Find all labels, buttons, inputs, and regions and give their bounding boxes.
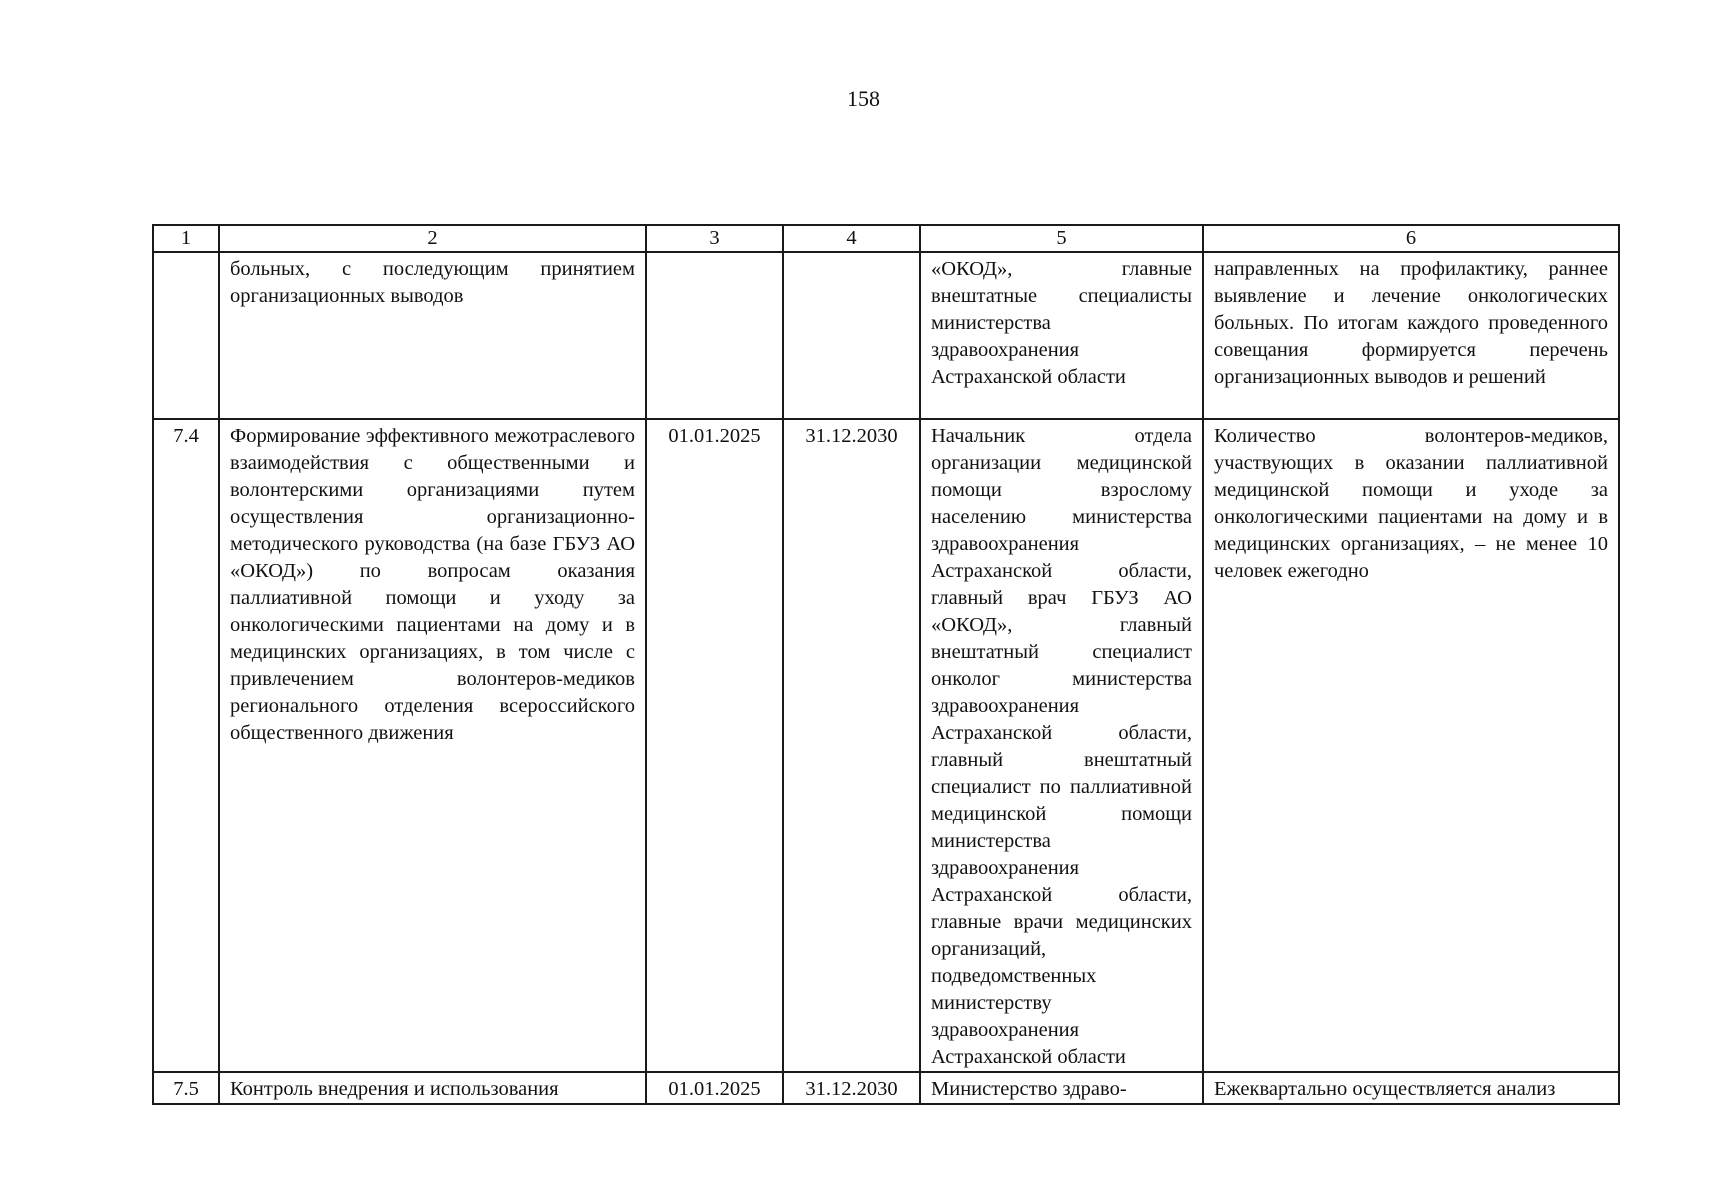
- start-date-cell: 01.01.2025: [646, 1072, 783, 1104]
- header-cell: 4: [783, 225, 920, 252]
- header-cell: 5: [920, 225, 1203, 252]
- start-date-cell: 01.01.2025: [646, 419, 783, 1072]
- page-number: 158: [847, 86, 880, 111]
- end-date-cell: 31.12.2030: [783, 1072, 920, 1104]
- end-date-cell: [783, 252, 920, 419]
- row-number-cell: [153, 252, 219, 419]
- result-cell: направленных на профилактику, раннее выявление и лечение онкологических больных. По итогам каждого проведенного совещания формируется перечень организационных выводов и решений: [1203, 252, 1619, 419]
- responsible-cell: «ОКОД», главные внештатные специалисты министерства здравоохранения Астраханской области: [920, 252, 1203, 419]
- end-date-cell: 31.12.2030: [783, 419, 920, 1072]
- measures-table: [152, 224, 1618, 1105]
- table-row: [153, 419, 1619, 1072]
- measure-cell: Формирование эффективного межотраслевого взаимодействия с общественными и волонтерскими организациями путем осуществления организационно-методического руководства (на базе ГБУЗ АО «ОКОД») по вопросам оказания паллиативной помощи и уходу за онкологическими пациентами на дому и в медицинских организациях, в том числе с привлечением волонтеров-медиков регионального отделения всероссийского общественного движения: [219, 419, 646, 1072]
- row-number-cell: 7.4: [153, 419, 219, 1072]
- header-cell: 3: [646, 225, 783, 252]
- table-row: [153, 252, 1619, 419]
- header-cell: 6: [1203, 225, 1619, 252]
- start-date-cell: [646, 252, 783, 419]
- measure-cell: больных, с последующим принятием организационных выводов: [219, 252, 646, 419]
- result-cell: Ежеквартально осуществляется анализ: [1203, 1072, 1619, 1104]
- measure-cell: Контроль внедрения и использования: [219, 1072, 646, 1104]
- responsible-cell: Министерство здраво-: [920, 1072, 1203, 1104]
- responsible-cell: Начальник отдела организации медицинской помощи взрослому населению министерства здравоохранения Астраханской области, главный врач ГБУЗ АО «ОКОД», главный внештатный специалист онколог министерства здравоохранения Астраханской области, главный внештатный специалист по паллиативной медицинской помощи министерства здравоохранения Астраханской области, главные врачи медицинских организаций, подведомственных министерству здравоохранения Астраханской области: [920, 419, 1203, 1072]
- table-header-row: [153, 225, 1619, 252]
- header-cell: 1: [153, 225, 219, 252]
- header-cell: 2: [219, 225, 646, 252]
- result-cell: Количество волонтеров-медиков, участвующих в оказании паллиативной медицинской помощи и уходе за онкологическими пациентами на дому и в медицинских организациях, – не менее 10 человек ежегодно: [1203, 419, 1619, 1072]
- table-row: [153, 1072, 1619, 1104]
- row-number-cell: 7.5: [153, 1072, 219, 1104]
